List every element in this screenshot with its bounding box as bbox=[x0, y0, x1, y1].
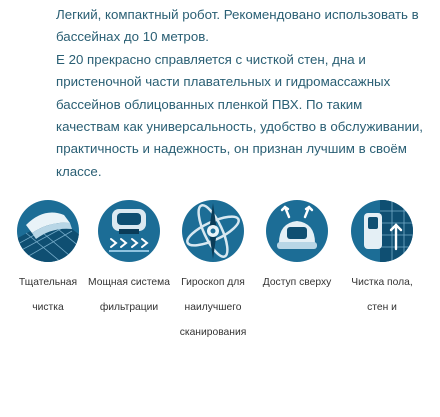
surface-brush-icon bbox=[16, 199, 80, 263]
feature-label: Доступ сверху bbox=[262, 277, 332, 288]
feature-label: Мощная система фильтрации bbox=[88, 277, 170, 313]
top-access-icon bbox=[265, 199, 329, 263]
filtration-icon bbox=[97, 199, 161, 263]
feature-top-access bbox=[256, 199, 338, 295]
product-description bbox=[56, 4, 426, 183]
wall-cleaning-icon bbox=[350, 199, 414, 263]
feature-label: Чистка пола, стен и bbox=[351, 277, 413, 313]
description-paragraph-2: Е 20 прекрасно справляется с чисткой стен, дна и пристеночной части плавательных и гидромассажных бассейнов облицованных пленкой ПВХ. По таким качествам как универсальность, удобство в обслуживании, практичность и надежность, он признан лучшим в своём классе. bbox=[56, 51, 424, 179]
gyroscope-icon bbox=[181, 199, 245, 263]
feature-gyroscope bbox=[172, 199, 254, 345]
feature-thorough-cleaning bbox=[7, 199, 89, 320]
feature-label: Тщательная чистка bbox=[18, 277, 78, 313]
feature-wall-cleaning bbox=[341, 199, 423, 320]
feature-list bbox=[0, 199, 440, 349]
description-paragraph-1: Легкий, компактный робот. Рекомендовано использовать в бассейнах до 10 метров. bbox=[56, 7, 419, 45]
feature-label: Гироскоп для наилучшего сканирования bbox=[179, 277, 247, 338]
feature-filtration bbox=[88, 199, 170, 320]
